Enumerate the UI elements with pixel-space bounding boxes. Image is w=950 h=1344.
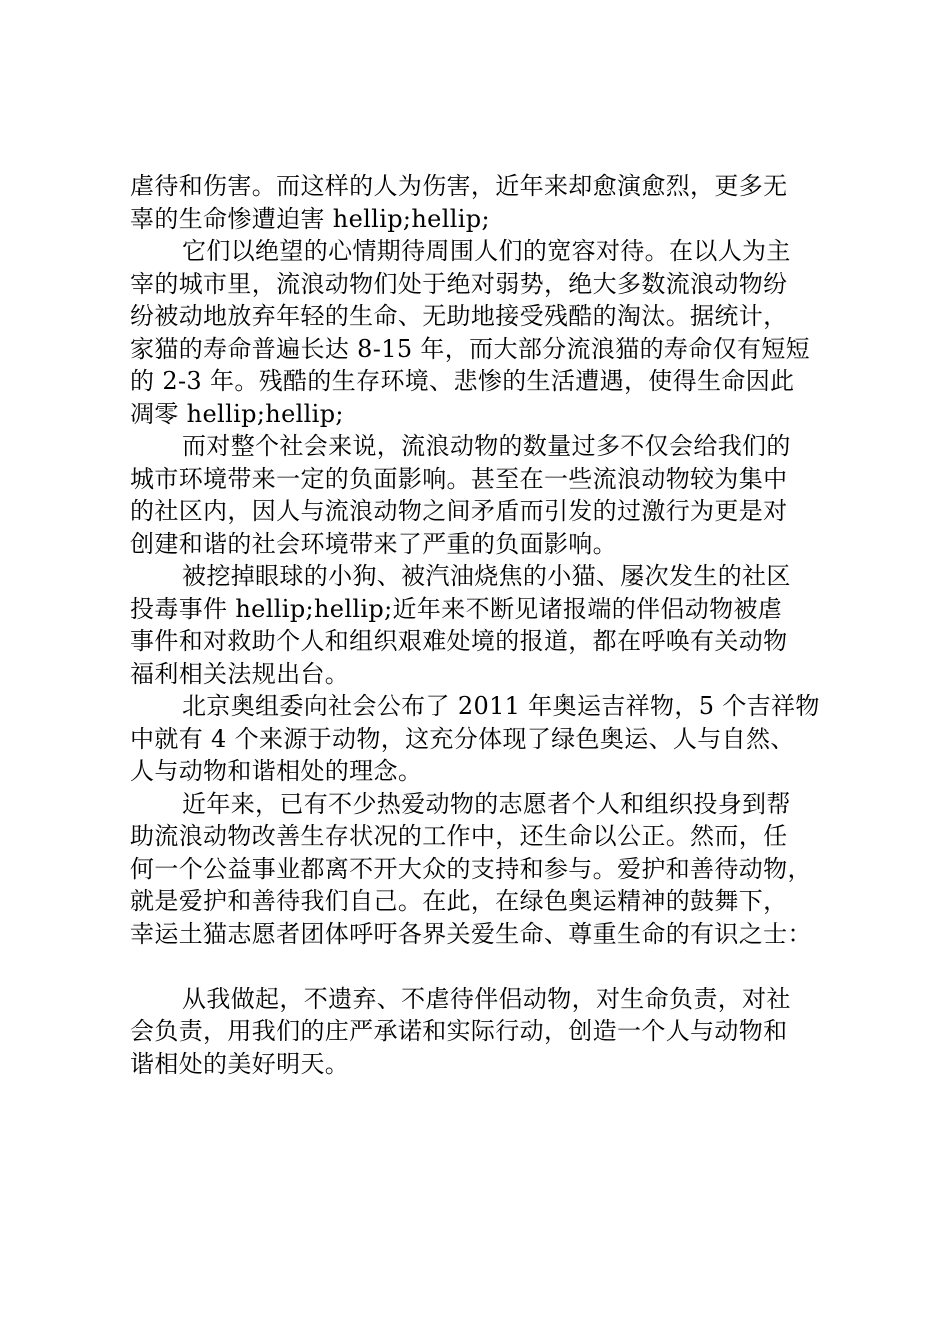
text-line: 就是爱护和善待我们自己。在此，在绿色奥运精神的鼓舞下， [130,887,788,915]
text-line: 福利相关法规出台。 [130,659,350,688]
text-line: 幸运土猫志愿者团体呼吁各界关爱生命、尊重生命的有识之士： [130,919,812,948]
text-line: 宰的城市里，流浪动物们处于绝对弱势，绝大多数流浪动物纷 [130,269,788,298]
text-line: 投毒事件 hellip;hellip;近年来不断见诸报端的伴侣动物被虐 [130,594,783,623]
text-line: 谐相处的美好明天。 [130,1049,350,1078]
paragraph-start-line: 北京奥组委向社会公布了 2011 年奥运吉祥物，5 个吉祥物 [182,692,820,720]
text-line: 纷被动地放弃年轻的生命、无助地接受残酷的淘汰。据统计， [130,302,788,330]
text-line: 助流浪动物改善生存状况的工作中，还生命以公正。然而，任 [130,822,788,850]
text-line: 的 2-3 年。残酷的生存环境、悲惨的生活遭遇，使得生命因此 [130,367,795,395]
text-line: 辜的生命惨遭迫害 hellip;hellip; [130,204,490,233]
text-line: 何一个公益事业都离不开大众的支持和参与。爱护和善待动物， [130,854,812,883]
text-line: 创建和谐的社会环境带来了严重的负面影响。 [130,529,617,558]
paragraph-start-line: 而对整个社会来说，流浪动物的数量过多不仅会给我们的 [182,432,791,460]
text-line: 会负责，用我们的庄严承诺和实际行动，创造一个人与动物和 [130,1017,788,1045]
paragraph-start-line: 近年来，已有不少热爱动物的志愿者个人和组织投身到帮 [182,789,791,818]
text-line: 凋零 hellip;hellip; [130,399,344,428]
paragraph-start-line: 它们以绝望的心情期待周围人们的宽容对待。在以人为主 [182,237,791,265]
text-line: 的社区内，因人与流浪动物之间矛盾而引发的过激行为更是对 [130,497,788,525]
blank-line [130,950,830,983]
document-body [130,170,830,1080]
text-line: 事件和对救助个人和组织艰难处境的报道，都在呼唤有关动物 [130,627,788,655]
text-line: 中就有 4 个来源于动物，这充分体现了绿色奥运、人与自然、 [130,724,795,753]
text-line: 家猫的寿命普遍长达 8-15 年，而大部分流浪猫的寿命仅有短短 [130,334,811,363]
paragraph-start-line: 被挖掉眼球的小狗、被汽油烧焦的小猫、屡次发生的社区 [182,562,791,590]
text-line: 虐待和伤害。而这样的人为伤害，近年来却愈演愈烈，更多无 [130,172,788,200]
text-line: 城市环境带来一定的负面影响。甚至在一些流浪动物较为集中 [130,464,788,493]
text-line: 人与动物和谐相处的理念。 [130,757,423,785]
paragraph-start-line: 从我做起，不遗弃、不虐待伴侣动物，对生命负责，对社 [182,984,791,1013]
